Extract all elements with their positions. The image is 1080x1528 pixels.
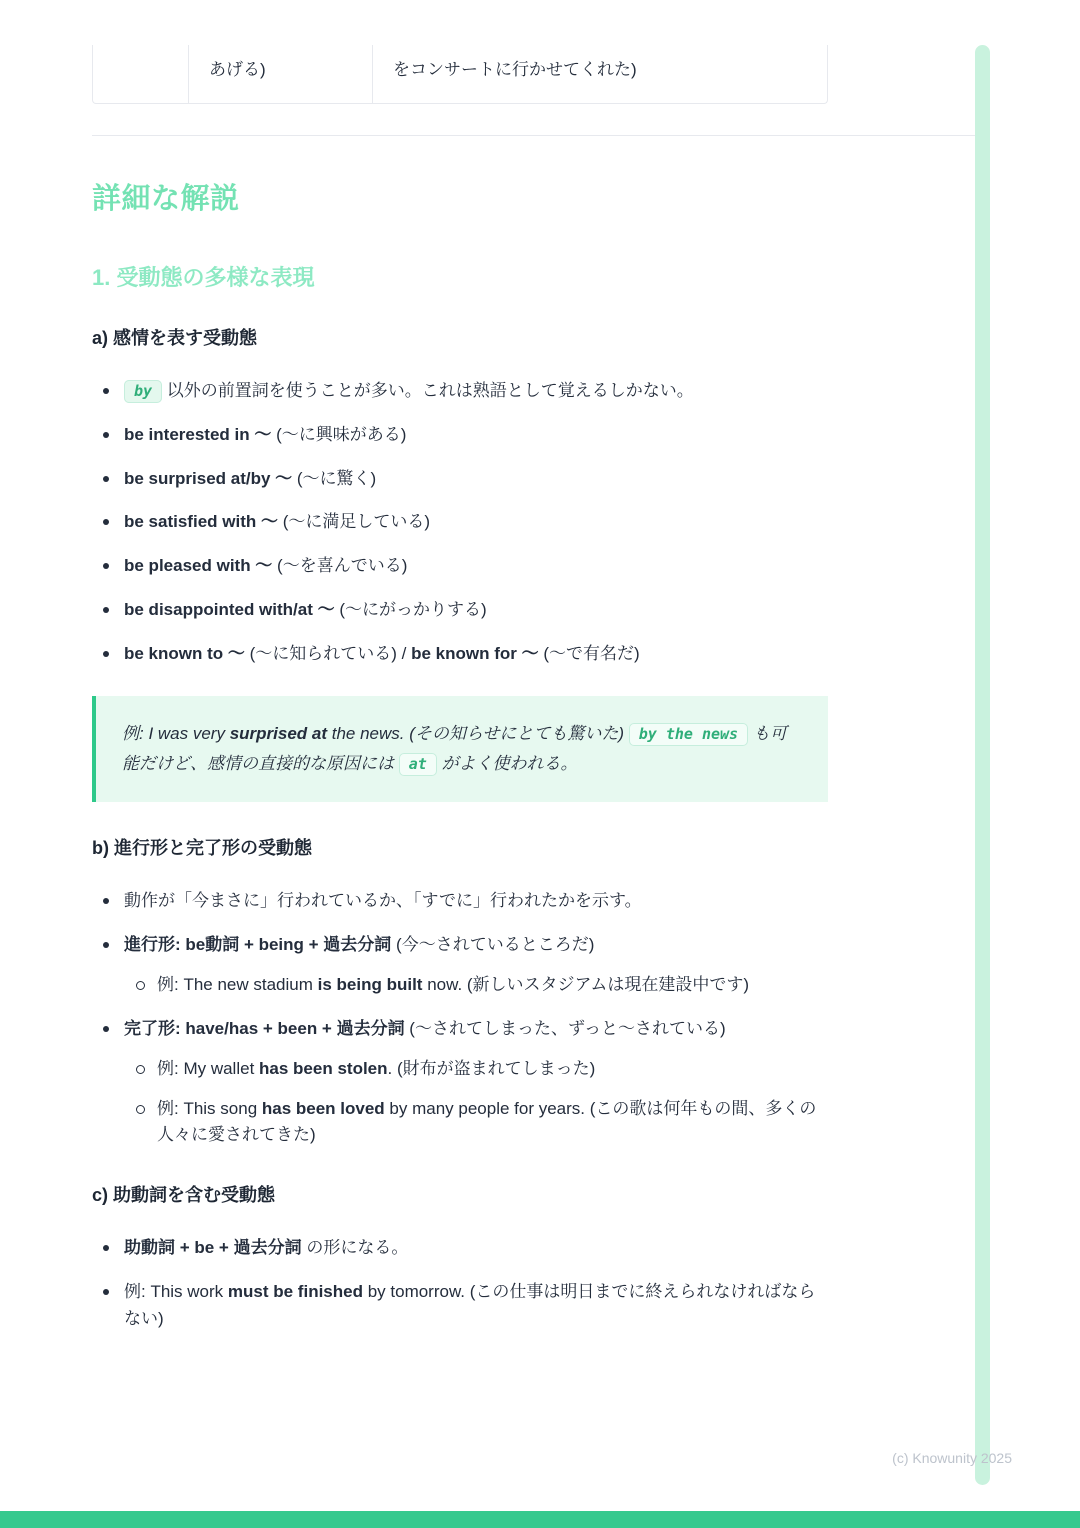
list-item-text: [124, 556, 407, 575]
document-page: [92, 45, 828, 1350]
example-callout: [92, 696, 828, 803]
list-item: [92, 1016, 828, 1149]
copyright-footer: (c) Knowunity 2025: [892, 1450, 1012, 1466]
text-segment: (〜に知られている) /: [244, 643, 412, 663]
text-segment: (〜で有名だ): [538, 643, 640, 663]
bold-text: be disappointed with/at 〜: [124, 600, 335, 620]
text-segment: 例: This song: [157, 1098, 262, 1118]
section-divider: [92, 135, 985, 136]
sub-list-item-text: [157, 975, 749, 994]
text-segment: 例: The new stadium: [157, 975, 318, 995]
section-title: 1. 受動態の多様な表現: [92, 264, 315, 290]
inline-code-badge: at: [399, 753, 437, 776]
list-item: [92, 466, 828, 493]
text-segment: (今〜されているところだ): [391, 935, 595, 955]
example-sublist: [124, 972, 828, 999]
list-item: [92, 641, 828, 668]
list-item: [92, 1279, 828, 1333]
modal-passive-list: [92, 1235, 828, 1333]
list-item-text: [124, 425, 406, 444]
bold-text: 助動詞 + be + 過去分詞: [124, 1238, 302, 1258]
table-cell: をコンサートに行かせてくれた): [372, 45, 827, 103]
text-segment: 動作が「今まさに」行われているか、「すでに」行われたかを示す。: [124, 891, 642, 911]
list-item: [92, 1235, 828, 1262]
list-item: [92, 553, 828, 580]
right-accent-strip: [975, 45, 990, 1485]
text-segment: (〜に興味がある): [271, 424, 407, 444]
emotion-passive-list: [92, 378, 828, 668]
bold-text: 進行形: be動詞 + being + 過去分詞: [124, 935, 392, 955]
sub-list-item-text: [157, 1099, 816, 1145]
subsection-heading-a: a) 感情を表す受動態: [92, 327, 258, 348]
sub-list-item: [124, 1096, 828, 1150]
bold-text: 完了形: have/has + been + 過去分詞: [124, 1018, 405, 1038]
list-item-text: [124, 891, 642, 910]
text-segment: . (財布が盗まれてしまった): [387, 1058, 596, 1078]
sub-list-item: [124, 1056, 828, 1083]
callout-text: [122, 724, 787, 773]
text-segment: 以外の前置詞を使うことが多い。これは熟語として覚えるしかない。: [162, 380, 694, 400]
list-item-text: [124, 469, 376, 488]
bold-text: must be finished: [227, 1282, 363, 1302]
list-item-text: [124, 600, 487, 619]
bottom-accent-bar: [0, 1511, 1080, 1528]
text-segment: 例: My wallet: [157, 1058, 260, 1078]
doc-title: 詳細な解説: [92, 182, 240, 215]
table-cell: [93, 45, 188, 103]
text-segment: も可能だけど、感情の直接的な原因には: [122, 723, 787, 774]
bold-text: is being built: [317, 975, 423, 995]
inline-code-badge: by the news: [629, 723, 748, 746]
list-item-text: [124, 935, 594, 954]
text-segment: now. (新しいスタジアムは現在建設中です): [422, 975, 750, 995]
text-segment: (〜に満足している): [277, 512, 431, 532]
text-segment: (〜されてしまった、ずっと〜されている): [404, 1018, 726, 1038]
list-item: [92, 422, 828, 449]
bold-text: has been stolen: [259, 1058, 388, 1078]
bold-text: be known for 〜: [411, 643, 539, 663]
top-table-fragment: [92, 45, 828, 104]
list-item: [92, 509, 828, 536]
list-item: [92, 597, 828, 624]
text-segment: 例: I was very: [122, 723, 230, 743]
list-item: [92, 932, 828, 999]
list-item-text: [124, 1238, 408, 1257]
bold-text: be satisfied with 〜: [124, 512, 278, 532]
sub-list-item: [124, 972, 828, 999]
list-item: [92, 888, 828, 915]
progressive-perfect-list: [92, 888, 828, 1149]
list-item-text: [124, 1282, 815, 1328]
text-segment: の形になる。: [301, 1238, 409, 1258]
list-item: [92, 378, 828, 405]
example-sublist: [124, 1056, 828, 1150]
list-item-text: [124, 381, 694, 400]
subsection-heading-b: b) 進行形と完了形の受動態: [92, 838, 312, 859]
text-segment: by many people for years. (この歌は何年もの間、多くの人々に愛されてきた): [157, 1098, 817, 1145]
bold-text: be known to 〜: [124, 643, 245, 663]
text-segment: (〜にがっかりする): [334, 600, 487, 620]
list-item-text: [124, 644, 640, 663]
sub-list-item-text: [157, 1059, 595, 1078]
table-cell: あげる): [188, 45, 372, 103]
text-segment: がよく使われる。: [436, 754, 578, 774]
list-item-text: [124, 1019, 726, 1038]
list-item-text: [124, 512, 430, 531]
bold-text: surprised at: [229, 723, 327, 743]
text-segment: the news. (その知らせにとても驚いた): [327, 723, 629, 743]
inline-code-badge: by: [124, 380, 162, 403]
bold-text: has been loved: [261, 1098, 385, 1118]
bold-text: be pleased with 〜: [124, 556, 273, 576]
bold-text: be surprised at/by 〜: [124, 468, 293, 488]
text-segment: (〜に驚く): [292, 468, 377, 488]
text-segment: 例: This work: [124, 1282, 228, 1302]
subsection-heading-c: c) 助動詞を含む受動態: [92, 1185, 276, 1206]
bold-text: be interested in 〜: [124, 424, 272, 444]
text-segment: (〜を喜んでいる): [272, 556, 408, 576]
text-segment: by tomorrow. (この仕事は明日までに終えられなければならない): [124, 1282, 816, 1329]
